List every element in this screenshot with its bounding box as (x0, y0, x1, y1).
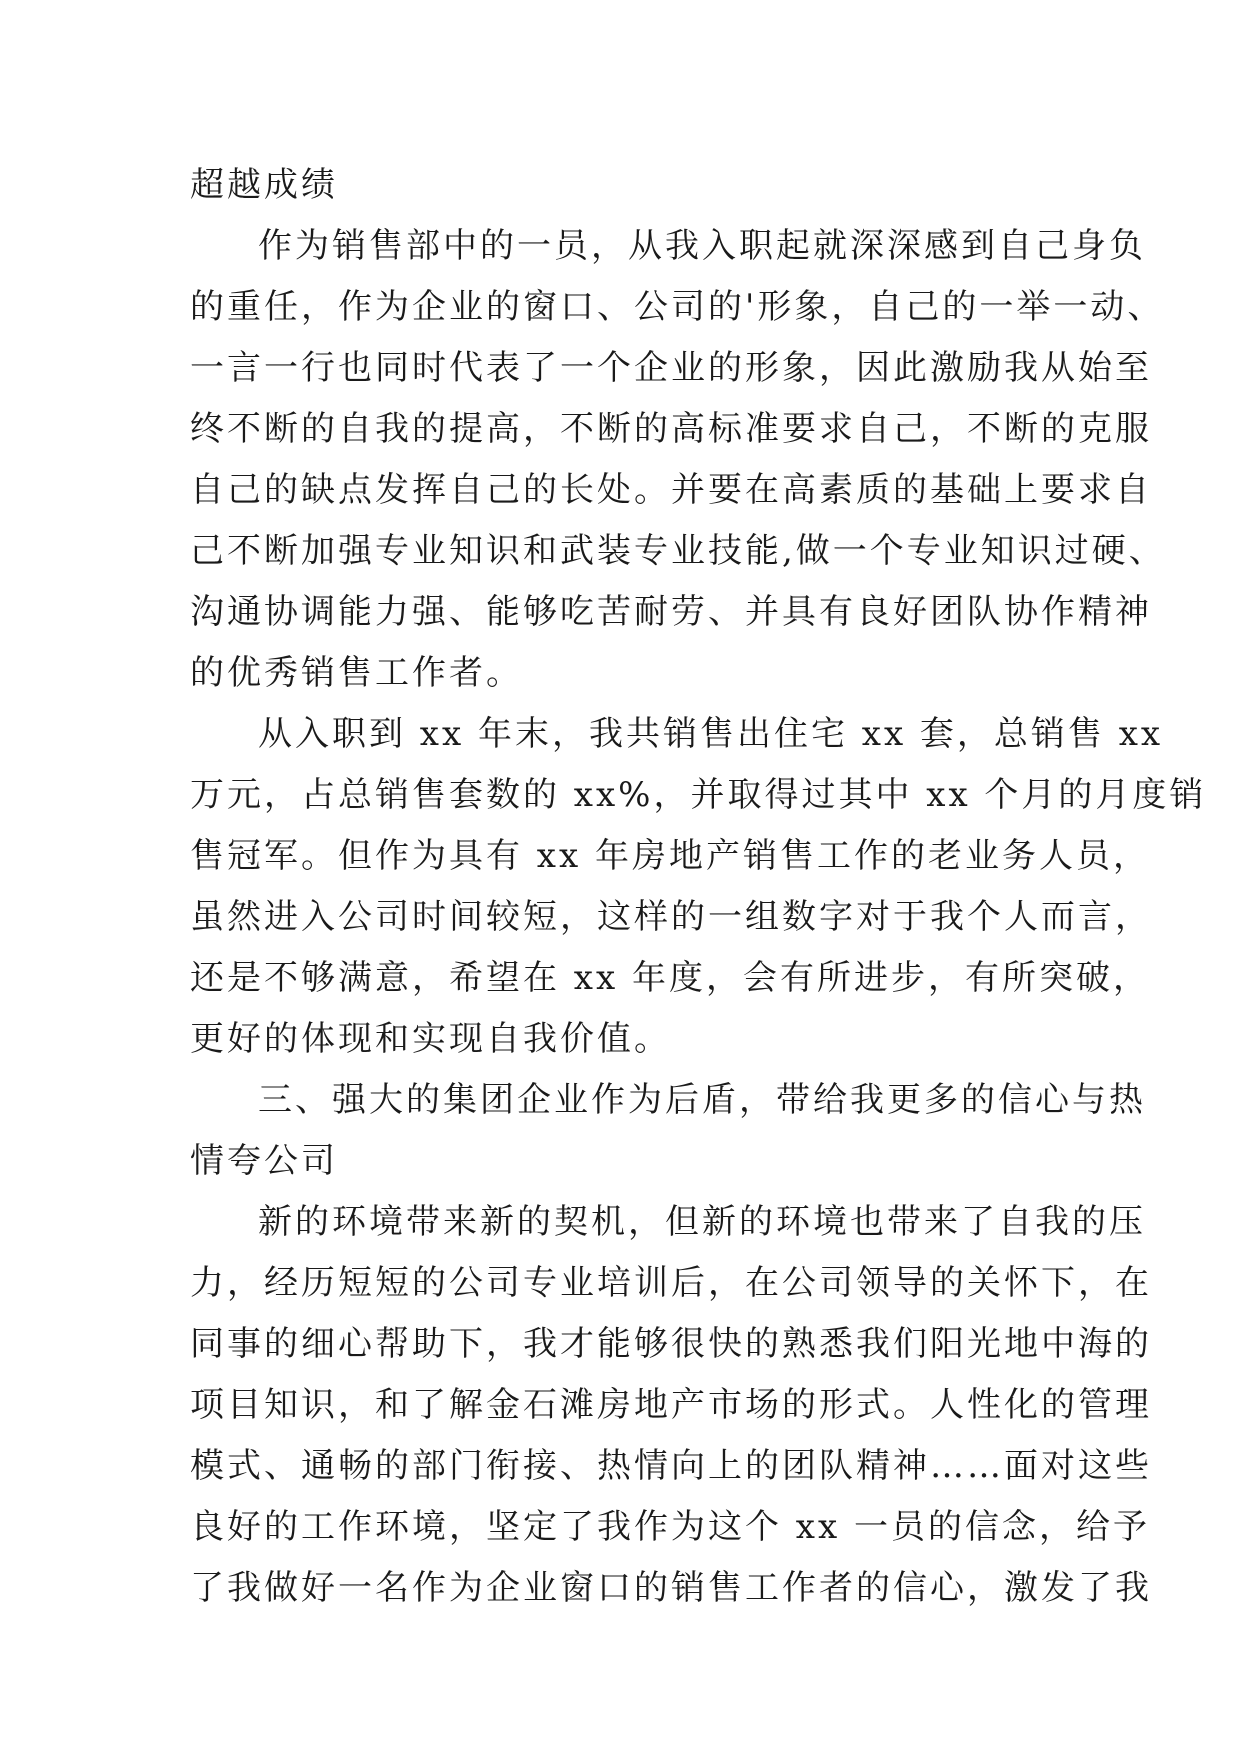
paragraph-line: 虽然进入公司时间较短，这样的一组数字对于我个人而言， (190, 897, 1152, 937)
paragraph-line: 一言一行也同时代表了一个企业的形象，因此激励我从始至 (190, 348, 1152, 388)
document-body (190, 155, 1207, 1619)
paragraph-line: 还是不够满意，希望在 xx 年度，会有所进步，有所突破， (190, 958, 1150, 998)
paragraph-line: 的重任，作为企业的窗口、公司的'形象，自己的一举一动、 (190, 287, 1165, 327)
paragraph-line: 了我做好一名作为企业窗口的销售工作者的信心，激发了我 (190, 1568, 1152, 1608)
paragraph-line: 模式、通畅的部门衔接、热情向上的团队精神……面对这些 (190, 1446, 1152, 1486)
paragraph-line: 项目知识，和了解金石滩房地产市场的形式。人性化的管理 (190, 1385, 1152, 1425)
paragraph-line: 同事的细心帮助下，我才能够很快的熟悉我们阳光地中海的 (190, 1324, 1152, 1364)
paragraph-line: 沟通协调能力强、能够吃苦耐劳、并具有良好团队协作精神 (190, 592, 1152, 632)
section-heading: 情夸公司 (190, 1141, 338, 1181)
paragraph-line: 良好的工作环境，坚定了我作为这个 xx 一员的信念，给予 (190, 1507, 1150, 1547)
paragraph-line: 的优秀销售工作者。 (190, 653, 523, 693)
paragraph-line: 更好的体现和实现自我价值。 (190, 1019, 671, 1059)
paragraph-line: 从入职到 xx 年末，我共销售出住宅 xx 套，总销售 xx (258, 714, 1164, 754)
paragraph-line: 自己的缺点发挥自己的长处。并要在高素质的基础上要求自 (190, 470, 1152, 510)
paragraph-line: 作为销售部中的一员，从我入职起就深深感到自己身负 (258, 226, 1146, 266)
paragraph-line: 新的环境带来新的契机，但新的环境也带来了自我的压 (258, 1202, 1146, 1242)
section-heading-continuation: 超越成绩 (190, 165, 338, 205)
paragraph-line: 售冠军。但作为具有 xx 年房地产销售工作的老业务人员， (190, 836, 1150, 876)
paragraph-line: 力，经历短短的公司专业培训后，在公司领导的关怀下，在 (190, 1263, 1152, 1303)
paragraph-line: 万元，占总销售套数的 xx%，并取得过其中 xx 个月的月度销 (190, 775, 1207, 815)
paragraph-line: 终不断的自我的提高，不断的高标准要求自己，不断的克服 (190, 409, 1152, 449)
paragraph-line: 己不断加强专业知识和武装专业技能,做一个专业知识过硬、 (190, 531, 1166, 571)
section-heading: 三、强大的集团企业作为后盾，带给我更多的信心与热 (258, 1080, 1146, 1120)
